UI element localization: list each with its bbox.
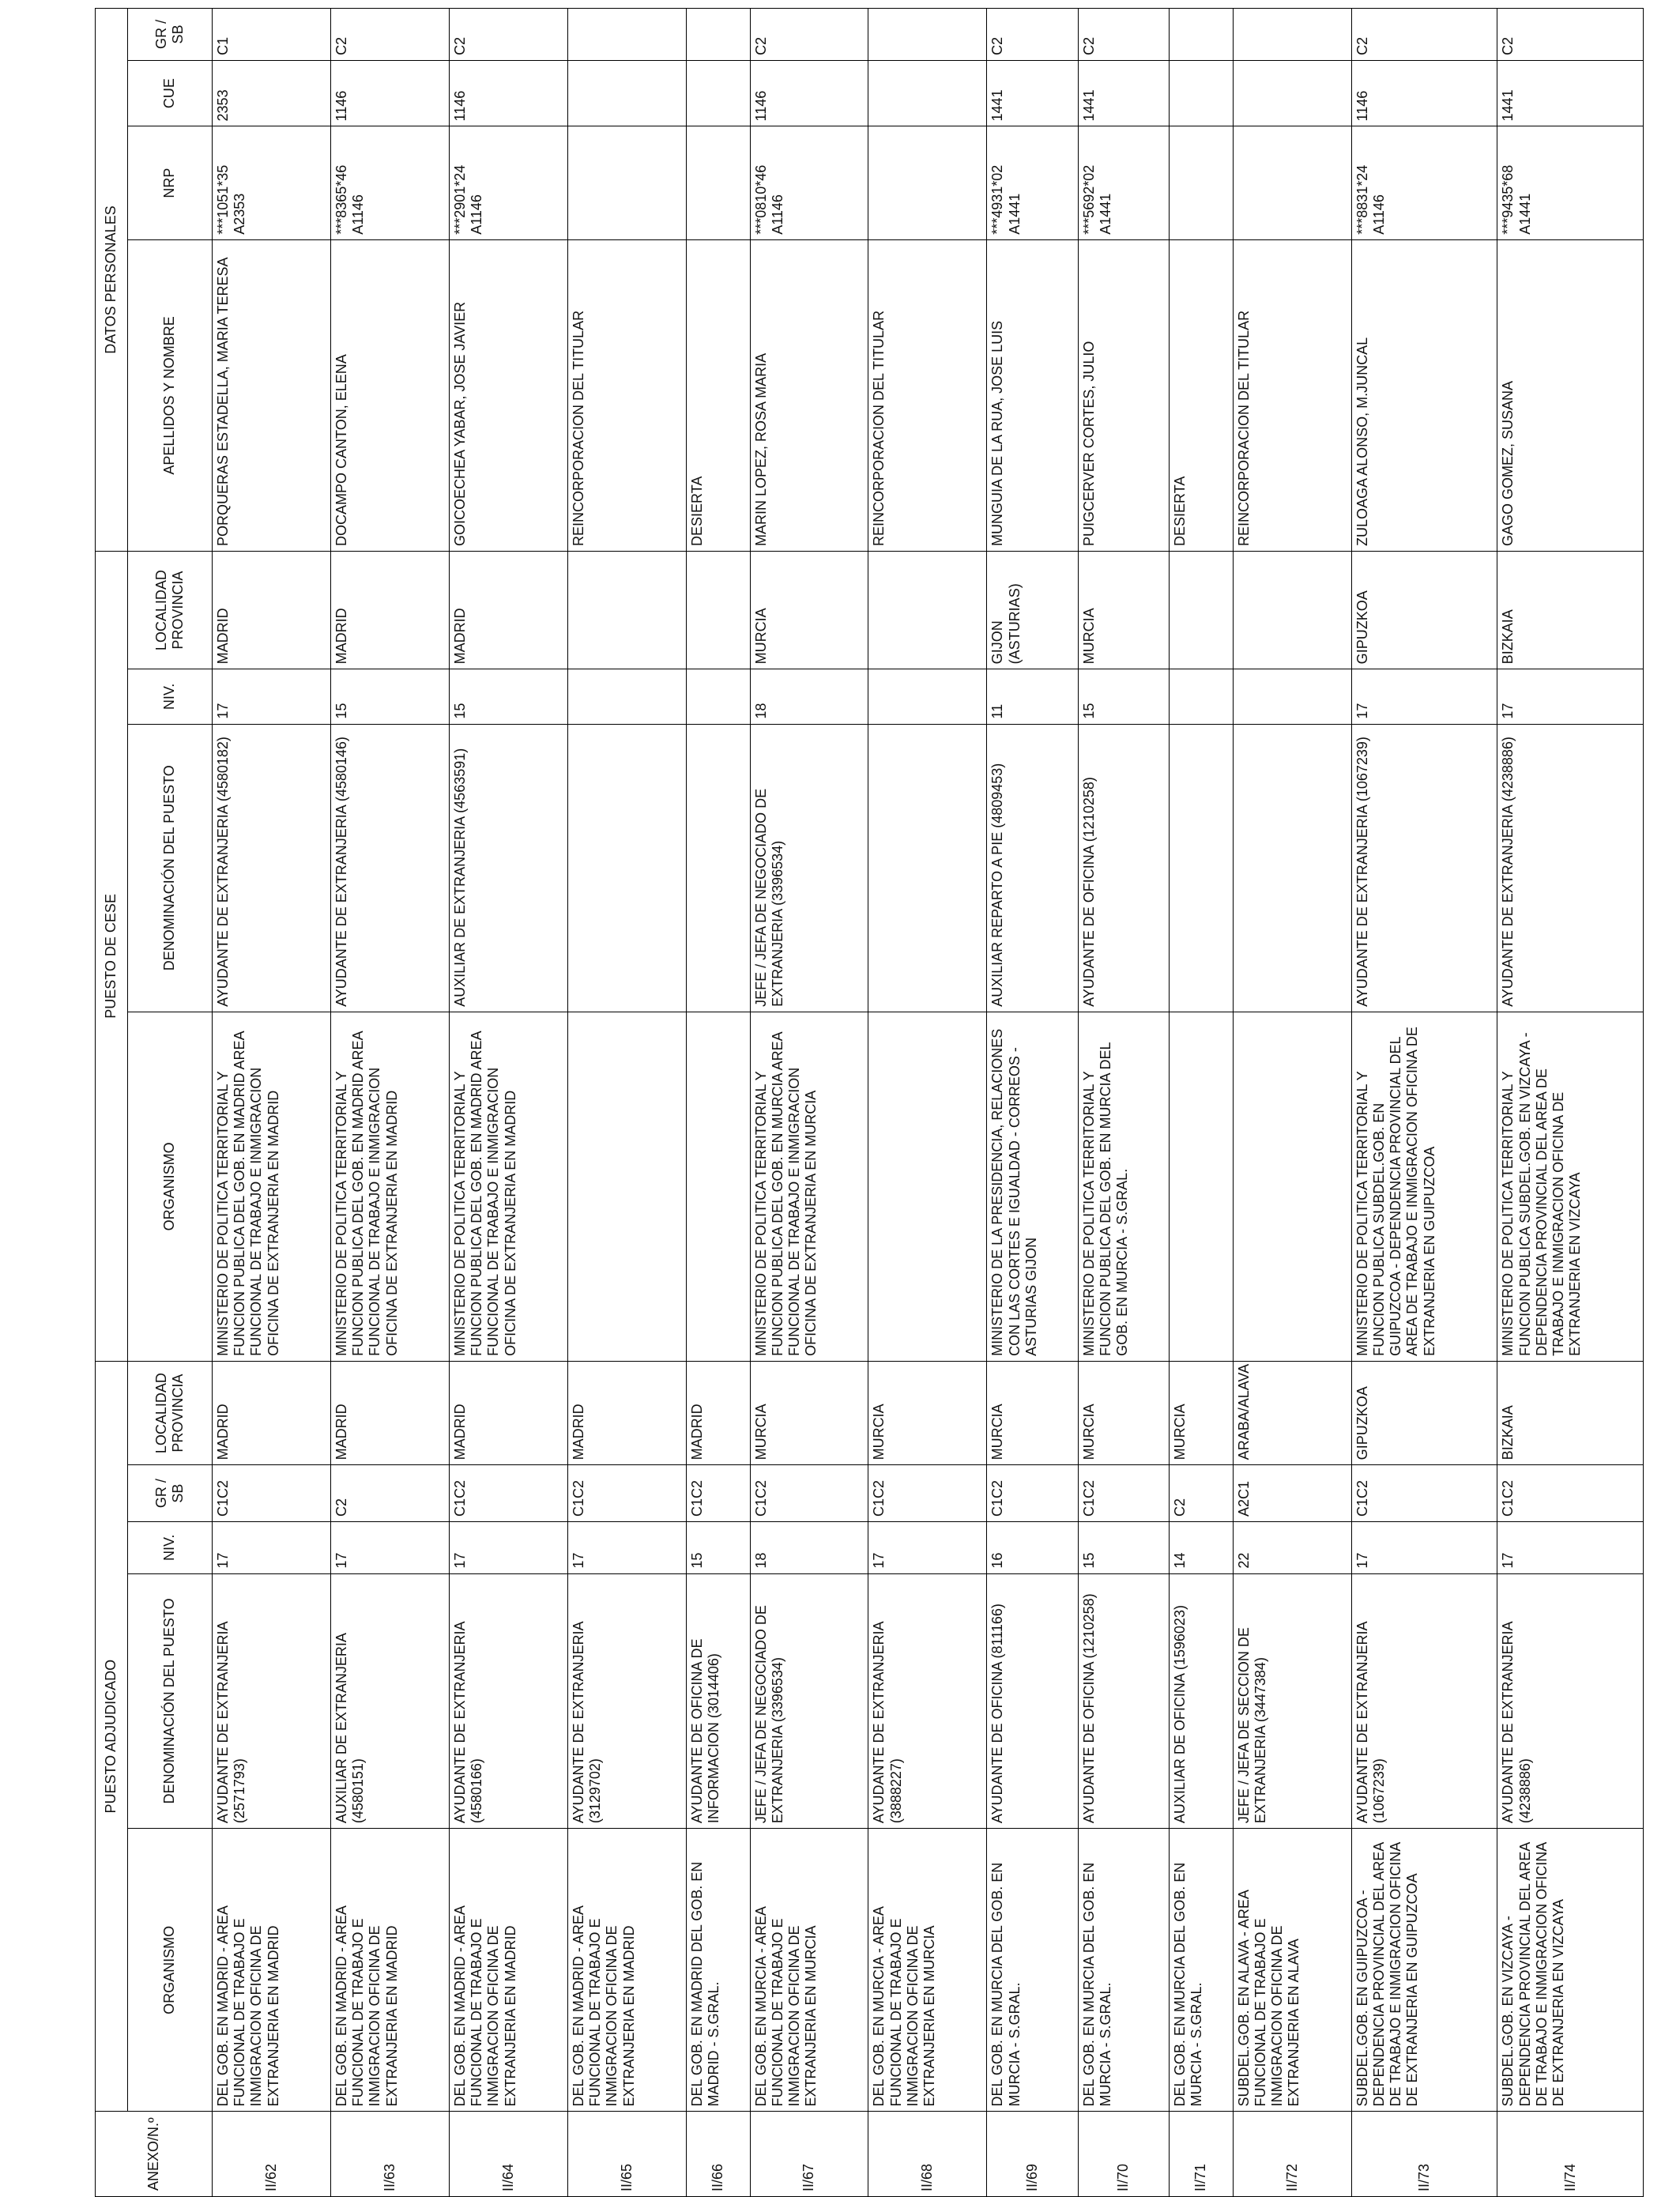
cell-adj-niv: 17 — [1351, 1521, 1497, 1573]
cell-anexo: II/71 — [1170, 2112, 1234, 2197]
cell-nombre: REINCORPORACION DEL TITULAR — [567, 239, 686, 551]
cell-ces-loc — [567, 551, 686, 669]
cell-ces-org: MINISTERIO DE POLITICA TERRITORIAL Y FUNCION PUBLICA DEL GOB. EN MADRID AREA FUNCIONAL DE TRABAJO E INMIGRACION OFICINA DE EXTRANJERIA EN MADRID — [449, 1012, 567, 1361]
cell-adj-den: AUXILIAR DE OFICINA (1596023) — [1170, 1573, 1234, 1829]
cell-adj-org: DEL GOB. EN MURCIA DEL GOB. EN MURCIA - S.GRAL. — [1170, 1829, 1234, 2112]
cell-ces-org — [1233, 1012, 1351, 1361]
cell-adj-gr: C1C2 — [686, 1465, 750, 1522]
col-adj-localidad: LOCALIDAD PROVINCIA — [128, 1361, 213, 1464]
cell-ces-den: AYUDANTE DE EXTRANJERIA (4580146) — [330, 724, 449, 1012]
cell-adj-org: DEL GOB. EN MADRID - AREA FUNCIONAL DE TRABAJO E INMIGRACION OFICINA DE EXTRANJERIA EN MADRID — [213, 1829, 331, 2112]
table-row — [868, 9, 987, 2197]
cell-anexo: II/65 — [567, 2112, 686, 2197]
cell-adj-loc: MURCIA — [987, 1361, 1078, 1464]
cell-ces-org — [686, 1012, 750, 1361]
cell-nrp — [868, 126, 987, 239]
cell-adj-den: AYUDANTE DE EXTRANJERIA (1067239) — [1351, 1573, 1497, 1829]
cell-adj-loc: MURCIA — [868, 1361, 987, 1464]
cell-anexo: II/70 — [1078, 2112, 1169, 2197]
cell-anexo: II/74 — [1497, 2112, 1644, 2197]
cell-adj-loc: BIZKAIA — [1497, 1361, 1644, 1464]
cell-adj-gr: C1C2 — [750, 1465, 868, 1522]
cell-ces-niv: 15 — [1078, 669, 1169, 724]
cell-ces-niv — [686, 669, 750, 724]
cell-ces-den: AYUDANTE DE EXTRANJERIA (4238886) — [1497, 724, 1644, 1012]
cell-adj-loc: MADRID — [686, 1361, 750, 1464]
cell-nombre: REINCORPORACION DEL TITULAR — [1233, 239, 1351, 551]
cell-nombre: DESIERTA — [686, 239, 750, 551]
cell-ces-org: MINISTERIO DE LA PRESIDENCIA, RELACIONES CON LAS CORTES E IGUALDAD - CORREOS - ASTURIAS GIJON — [987, 1012, 1078, 1361]
cell-gr — [1233, 9, 1351, 61]
table-row — [567, 9, 686, 2197]
cell-adj-den: JEFE / JEFA DE NEGOCIADO DE EXTRANJERIA (3396534) — [750, 1573, 868, 1829]
cell-adj-gr: C1C2 — [1078, 1465, 1169, 1522]
cell-adj-niv: 17 — [449, 1521, 567, 1573]
cell-adj-gr: C1C2 — [987, 1465, 1078, 1522]
col-ces-organismo: ORGANISMO — [128, 1012, 213, 1361]
col-apellidos: APELLIDOS Y NOMBRE — [128, 239, 213, 551]
cell-adj-den: AYUDANTE DE OFICINA DE INFORMACION (3014406) — [686, 1573, 750, 1829]
cell-anexo: II/72 — [1233, 2112, 1351, 2197]
cell-cue: 1146 — [1351, 60, 1497, 126]
cell-cue: 1146 — [750, 60, 868, 126]
cell-adj-org: SUBDEL.GOB. EN ALAVA - AREA FUNCIONAL DE TRABAJO E INMIGRACION OFICINA DE EXTRANJERIA EN ALAVA — [1233, 1829, 1351, 2112]
cell-adj-gr: C1C2 — [213, 1465, 331, 1522]
cell-adj-org: DEL GOB. EN MURCIA - AREA FUNCIONAL DE TRABAJO E INMIGRACION OFICINA DE EXTRANJERIA EN MURCIA — [868, 1829, 987, 2112]
group-datos-personales: DATOS PERSONALES — [96, 9, 128, 552]
cell-adj-gr: C2 — [330, 1465, 449, 1522]
cell-ces-niv: 17 — [1497, 669, 1644, 724]
cell-adj-gr: C2 — [1170, 1465, 1234, 1522]
cell-gr — [1170, 9, 1234, 61]
cell-gr: C2 — [330, 9, 449, 61]
cell-adj-loc: MURCIA — [1078, 1361, 1169, 1464]
cell-ces-loc: BIZKAIA — [1497, 551, 1644, 669]
cell-ces-org: MINISTERIO DE POLITICA TERRITORIAL Y FUNCION PUBLICA SUBDEL.GOB. EN VIZCAYA - DEPENDENCIA PROVINCIAL DEL AREA DE TRABAJO E INMIGRACION OFICINA DE EXTRANJERIA EN VIZCAYA — [1497, 1012, 1644, 1361]
cell-gr: C2 — [1078, 9, 1169, 61]
cell-ces-loc: MURCIA — [1078, 551, 1169, 669]
cell-ces-loc — [686, 551, 750, 669]
cell-ces-org: MINISTERIO DE POLITICA TERRITORIAL Y FUNCION PUBLICA DEL GOB. EN MADRID AREA FUNCIONAL DE TRABAJO E INMIGRACION OFICINA DE EXTRANJERIA EN MADRID — [213, 1012, 331, 1361]
cell-ces-loc — [1233, 551, 1351, 669]
cell-adj-niv: 17 — [330, 1521, 449, 1573]
cell-gr: C2 — [449, 9, 567, 61]
cell-adj-den: AUXILIAR DE EXTRANJERIA (4580151) — [330, 1573, 449, 1829]
cell-anexo: II/68 — [868, 2112, 987, 2197]
cell-anexo: II/63 — [330, 2112, 449, 2197]
col-adj-niv: NIV. — [128, 1521, 213, 1573]
cell-adj-den: AYUDANTE DE EXTRANJERIA (2571793) — [213, 1573, 331, 1829]
cell-ces-niv — [1233, 669, 1351, 724]
table-row — [213, 9, 331, 2197]
cell-gr: C2 — [1497, 9, 1644, 61]
cell-nrp — [1170, 126, 1234, 239]
cell-gr: C2 — [987, 9, 1078, 61]
cell-cue: 1441 — [987, 60, 1078, 126]
cell-adj-niv: 17 — [567, 1521, 686, 1573]
table-row — [449, 9, 567, 2197]
cell-adj-gr: C1C2 — [1497, 1465, 1644, 1522]
cell-ces-den — [1233, 724, 1351, 1012]
cell-anexo: II/62 — [213, 2112, 331, 2197]
cell-adj-niv: 16 — [987, 1521, 1078, 1573]
cell-cue — [1170, 60, 1234, 126]
cell-ces-niv: 11 — [987, 669, 1078, 724]
cell-nombre: DESIERTA — [1170, 239, 1234, 551]
cell-nombre: PUIGCERVER CORTES, JULIO — [1078, 239, 1169, 551]
col-adj-denominacion: DENOMINACIÓN DEL PUESTO — [128, 1573, 213, 1829]
cell-adj-org: DEL GOB. EN MADRID - AREA FUNCIONAL DE TRABAJO E INMIGRACION OFICINA DE EXTRANJERIA EN MADRID — [567, 1829, 686, 2112]
cell-adj-den: AYUDANTE DE EXTRANJERIA (3888227) — [868, 1573, 987, 1829]
cell-gr: C2 — [750, 9, 868, 61]
cell-adj-niv: 22 — [1233, 1521, 1351, 1573]
cell-ces-loc: MADRID — [213, 551, 331, 669]
cell-gr: C1 — [213, 9, 331, 61]
cell-adj-loc: MADRID — [213, 1361, 331, 1464]
cell-nrp: ***9435*68 A1441 — [1497, 126, 1644, 239]
cell-adj-loc: MURCIA — [1170, 1361, 1234, 1464]
cell-ces-loc: MADRID — [449, 551, 567, 669]
cell-adj-loc: MADRID — [330, 1361, 449, 1464]
cell-adj-org: DEL GOB. EN MADRID DEL GOB. EN MADRID - S.GRAL. — [686, 1829, 750, 2112]
col-adj-organismo: ORGANISMO — [128, 1829, 213, 2112]
cell-adj-org: SUBDEL.GOB. EN VIZCAYA - DEPENDENCIA PROVINCIAL DEL AREA DE TRABAJO E INMIGRACION OFICINA DE EXTRANJERIA EN VIZCAYA — [1497, 1829, 1644, 2112]
cell-cue: 1441 — [1078, 60, 1169, 126]
cell-ces-org — [868, 1012, 987, 1361]
col-cue: CUE — [128, 60, 213, 126]
cell-adj-gr: C1C2 — [449, 1465, 567, 1522]
cell-nombre: DOCAMPO CANTON, ELENA — [330, 239, 449, 551]
cell-adj-org: DEL GOB. EN MURCIA - AREA FUNCIONAL DE TRABAJO E INMIGRACION OFICINA DE EXTRANJERIA EN MURCIA — [750, 1829, 868, 2112]
cell-nombre: REINCORPORACION DEL TITULAR — [868, 239, 987, 551]
cell-ces-den: AYUDANTE DE EXTRANJERIA (1067239) — [1351, 724, 1497, 1012]
table-row — [686, 9, 750, 2197]
cell-adj-org: SUBDEL.GOB. EN GUIPUZCOA - DEPENDENCIA PROVINCIAL DEL AREA DE TRABAJO E INMIGRACION OFICINA DE EXTRANJERIA EN GUIPUZCOA — [1351, 1829, 1497, 2112]
cell-nombre: ZULOAGA ALONSO, M.JUNCAL — [1351, 239, 1497, 551]
cell-ces-den: AUXILIAR REPARTO A PIE (4809453) — [987, 724, 1078, 1012]
cell-ces-den: JEFE / JEFA DE NEGOCIADO DE EXTRANJERIA (3396534) — [750, 724, 868, 1012]
cell-nrp: ***1051*35 A2353 — [213, 126, 331, 239]
cell-ces-org — [567, 1012, 686, 1361]
cell-nombre: GOICOECHEA YABAR, JOSE JAVIER — [449, 239, 567, 551]
cell-ces-den: AYUDANTE DE OFICINA (1210258) — [1078, 724, 1169, 1012]
cell-ces-niv: 15 — [449, 669, 567, 724]
cell-ces-loc — [1170, 551, 1234, 669]
col-ces-denominacion: DENOMINACIÓN DEL PUESTO — [128, 724, 213, 1012]
col-nrp: NRP — [128, 126, 213, 239]
cell-cue: 1146 — [330, 60, 449, 126]
cell-adj-niv: 15 — [1078, 1521, 1169, 1573]
cell-nrp: ***8831*24 A1146 — [1351, 126, 1497, 239]
cell-ces-org: MINISTERIO DE POLITICA TERRITORIAL Y FUNCION PUBLICA DEL GOB. EN MADRID AREA FUNCIONAL DE TRABAJO E INMIGRACION OFICINA DE EXTRANJERIA EN MADRID — [330, 1012, 449, 1361]
table-row — [330, 9, 449, 2197]
cell-anexo: II/69 — [987, 2112, 1078, 2197]
cell-nombre: GAGO GOMEZ, SUSANA — [1497, 239, 1644, 551]
cell-nrp — [686, 126, 750, 239]
cell-adj-den: JEFE / JEFA DE SECCION DE EXTRANJERIA (3447384) — [1233, 1573, 1351, 1829]
cell-ces-niv: 18 — [750, 669, 868, 724]
table-row — [1078, 9, 1169, 2197]
cell-ces-den: AUXILIAR DE EXTRANJERIA (4563591) — [449, 724, 567, 1012]
cell-adj-den: AYUDANTE DE OFICINA (1210258) — [1078, 1573, 1169, 1829]
cell-cue — [1233, 60, 1351, 126]
cell-adj-niv: 17 — [868, 1521, 987, 1573]
cell-cue: 1441 — [1497, 60, 1644, 126]
cell-adj-gr: A2C1 — [1233, 1465, 1351, 1522]
cell-adj-loc: GIPUZKOA — [1351, 1361, 1497, 1464]
cell-adj-loc: MADRID — [567, 1361, 686, 1464]
cell-adj-den: AYUDANTE DE OFICINA (811166) — [987, 1573, 1078, 1829]
cell-gr — [686, 9, 750, 61]
col-adj-grsb: GR / SB — [128, 1465, 213, 1522]
cell-adj-gr: C1C2 — [868, 1465, 987, 1522]
cell-cue: 2353 — [213, 60, 331, 126]
cell-ces-org: MINISTERIO DE POLITICA TERRITORIAL Y FUNCION PUBLICA SUBDEL.GOB. EN GUIPUZCOA - DEPENDENCIA PROVINCIAL DEL AREA DE TRABAJO E INMIGRACION OFICINA DE EXTRANJERIA EN GUIPUZCOA — [1351, 1012, 1497, 1361]
cell-nombre: MARIN LOPEZ, ROSA MARIA — [750, 239, 868, 551]
cell-ces-loc: MADRID — [330, 551, 449, 669]
cell-ces-den: AYUDANTE DE EXTRANJERIA (4580182) — [213, 724, 331, 1012]
cell-ces-niv — [567, 669, 686, 724]
cell-anexo: II/73 — [1351, 2112, 1497, 2197]
cell-gr: C2 — [1351, 9, 1497, 61]
cell-nombre: PORQUERAS ESTADELLA, MARIA TERESA — [213, 239, 331, 551]
col-ces-localidad: LOCALIDAD PROVINCIA — [128, 551, 213, 669]
cell-anexo: II/67 — [750, 2112, 868, 2197]
group-puesto-cese: PUESTO DE CESE — [96, 551, 128, 1361]
rotated-page — [95, 8, 1644, 2197]
cell-adj-den: AYUDANTE DE EXTRANJERIA (3129702) — [567, 1573, 686, 1829]
cell-anexo: II/66 — [686, 2112, 750, 2197]
cell-ces-niv: 17 — [1351, 669, 1497, 724]
table-row — [987, 9, 1078, 2197]
cell-nombre: MUNGUIA DE LA RUA, JOSE LUIS — [987, 239, 1078, 551]
col-grsb: GR / SB — [128, 9, 213, 61]
col-ces-niv: NIV. — [128, 669, 213, 724]
cell-gr — [868, 9, 987, 61]
cell-adj-den: AYUDANTE DE EXTRANJERIA (4580166) — [449, 1573, 567, 1829]
cell-ces-org — [1170, 1012, 1234, 1361]
cell-ces-den — [1170, 724, 1234, 1012]
cell-adj-gr: C1C2 — [1351, 1465, 1497, 1522]
cell-adj-den: AYUDANTE DE EXTRANJERIA (4238886) — [1497, 1573, 1644, 1829]
cell-cue: 1146 — [449, 60, 567, 126]
cell-ces-org: MINISTERIO DE POLITICA TERRITORIAL Y FUNCION PUBLICA DEL GOB. EN MURCIA DEL GOB. EN MURCIA - S.GRAL. — [1078, 1012, 1169, 1361]
cell-cue — [567, 60, 686, 126]
cell-ces-niv — [868, 669, 987, 724]
table-body — [213, 9, 1644, 2197]
table-row — [1351, 9, 1497, 2197]
cell-ces-loc: MURCIA — [750, 551, 868, 669]
cell-gr — [567, 9, 686, 61]
cell-nrp: ***0810*46 A1146 — [750, 126, 868, 239]
col-anexo-header: ANEXO/N.º — [96, 2112, 213, 2197]
table-row — [1497, 9, 1644, 2197]
cell-adj-niv: 15 — [686, 1521, 750, 1573]
cell-ces-org: MINISTERIO DE POLITICA TERRITORIAL Y FUNCION PUBLICA DEL GOB. EN MURCIA AREA FUNCIONAL DE TRABAJO E INMIGRACION OFICINA DE EXTRANJERIA EN MURCIA — [750, 1012, 868, 1361]
cell-ces-niv: 15 — [330, 669, 449, 724]
cell-ces-niv: 17 — [213, 669, 331, 724]
cell-cue — [686, 60, 750, 126]
table-row — [750, 9, 868, 2197]
cell-cue — [868, 60, 987, 126]
cell-ces-niv — [1170, 669, 1234, 724]
cell-ces-loc: GIPUZKOA — [1351, 551, 1497, 669]
cell-adj-org: DEL GOB. EN MURCIA DEL GOB. EN MURCIA - S.GRAL. — [987, 1829, 1078, 2112]
cell-ces-loc — [868, 551, 987, 669]
cell-adj-loc: MURCIA — [750, 1361, 868, 1464]
cell-anexo: II/64 — [449, 2112, 567, 2197]
cell-adj-niv: 14 — [1170, 1521, 1234, 1573]
cell-adj-niv: 18 — [750, 1521, 868, 1573]
group-puesto-adjudicado: PUESTO ADJUDICADO — [96, 1361, 128, 2112]
adjudication-table — [95, 8, 1644, 2197]
cell-nrp — [1233, 126, 1351, 239]
cell-adj-org: DEL GOB. EN MADRID - AREA FUNCIONAL DE TRABAJO E INMIGRACION OFICINA DE EXTRANJERIA EN MADRID — [330, 1829, 449, 2112]
cell-adj-loc: MADRID — [449, 1361, 567, 1464]
cell-ces-loc: GIJON (ASTURIAS) — [987, 551, 1078, 669]
table-row — [1170, 9, 1234, 2197]
cell-nrp — [567, 126, 686, 239]
cell-adj-loc: ARABA/ALAVA — [1233, 1361, 1351, 1464]
cell-adj-niv: 17 — [1497, 1521, 1644, 1573]
cell-nrp: ***5692*02 A1441 — [1078, 126, 1169, 239]
table-row — [1233, 9, 1351, 2197]
cell-adj-org: DEL GOB. EN MURCIA DEL GOB. EN MURCIA - S.GRAL. — [1078, 1829, 1169, 2112]
cell-ces-den — [868, 724, 987, 1012]
cell-nrp: ***8365*46 A1146 — [330, 126, 449, 239]
cell-adj-org: DEL GOB. EN MADRID - AREA FUNCIONAL DE TRABAJO E INMIGRACION OFICINA DE EXTRANJERIA EN MADRID — [449, 1829, 567, 2112]
cell-nrp: ***2901*24 A1146 — [449, 126, 567, 239]
cell-nrp: ***4931*02 A1441 — [987, 126, 1078, 239]
cell-ces-den — [567, 724, 686, 1012]
cell-ces-den — [686, 724, 750, 1012]
cell-adj-gr: C1C2 — [567, 1465, 686, 1522]
cell-adj-niv: 17 — [213, 1521, 331, 1573]
